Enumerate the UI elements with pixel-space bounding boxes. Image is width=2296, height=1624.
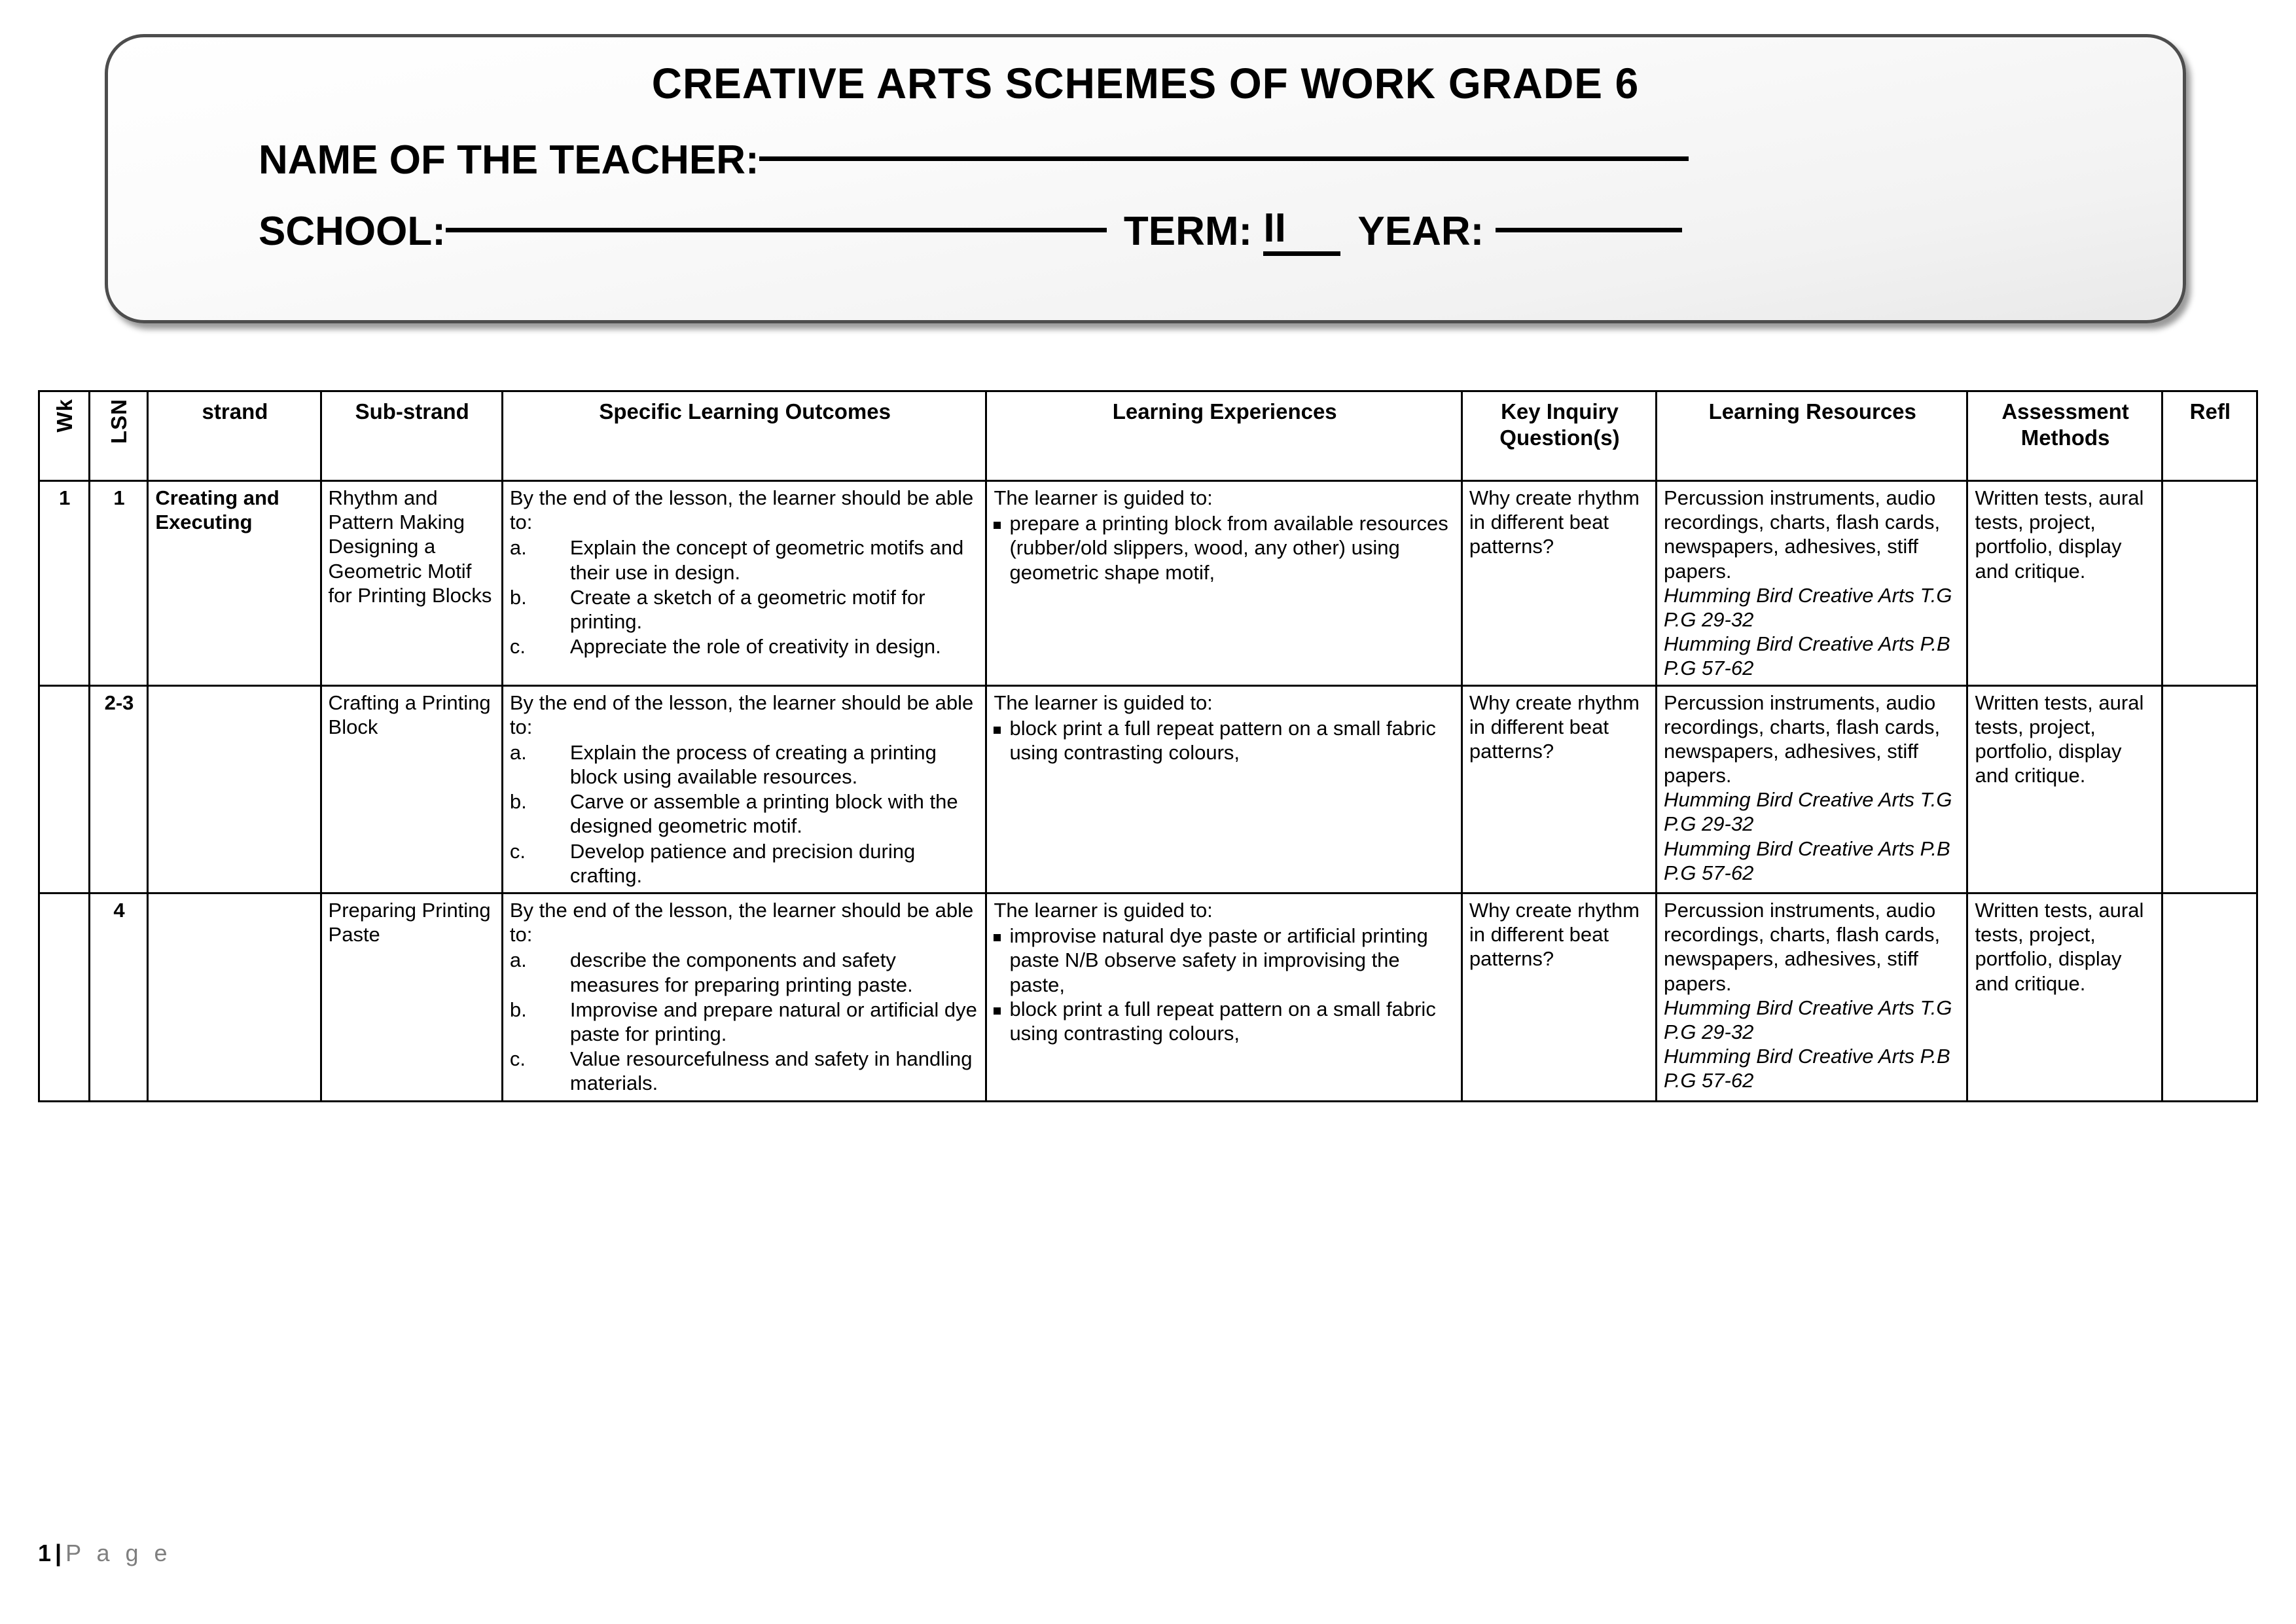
slo-item-text: Develop patience and precision during crafting. [569, 839, 916, 887]
schemes-of-work-table [38, 390, 2258, 1102]
teacher-name-label: NAME OF THE TEACHER: [259, 137, 759, 183]
term-label: TERM: [1123, 209, 1253, 254]
school-term-year-field-row [259, 205, 2183, 260]
page-footer [38, 1540, 172, 1567]
slo-item-text: Improvise and prepare natural or artificial dye paste for printing. [569, 998, 977, 1045]
slo-item-marker: c. [509, 839, 526, 863]
teacher-name-blank[interactable] [759, 156, 1689, 161]
le-list-item [994, 924, 1455, 997]
slo-item-marker: b. [509, 585, 527, 609]
cell-key-inquiry-question: Why create rhythm in different beat patterns? [1462, 481, 1656, 686]
cell-lesson: 4 [89, 893, 148, 1102]
learning-resources-reference: Humming Bird Creative Arts T.G P.G 29-32 [1664, 788, 1952, 836]
cell-week: 1 [39, 481, 90, 686]
cell-lesson: 2-3 [89, 685, 148, 893]
slo-list [510, 740, 980, 888]
column-header-specific-learning-outcomes: Specific Learning Outcomes [502, 391, 986, 481]
square-bullet-icon [994, 1007, 1001, 1015]
slo-lead-in: By the end of the lesson, the learner should be able to: [509, 899, 974, 947]
column-header-lesson: LSN [89, 391, 148, 481]
cell-sub-strand: Rhythm and Pattern Making Designing a Geometric Motif for Printing Blocks [321, 481, 502, 686]
slo-list [510, 535, 980, 659]
column-header-assessment-methods: Assessment Methods [1967, 391, 2162, 481]
le-lead-in: The learner is guided to: [994, 899, 1213, 922]
table-body [39, 481, 2257, 1102]
square-bullet-icon [994, 522, 1001, 529]
slo-list-item [510, 740, 980, 789]
school-blank[interactable] [446, 228, 1107, 232]
le-list [994, 511, 1455, 585]
cell-assessment-methods: Written tests, aural tests, project, portfolio, display and critique. [1967, 685, 2162, 893]
table-header-row [39, 391, 2257, 481]
column-header-week: Wk [39, 391, 90, 481]
column-header-learning-resources: Learning Resources [1657, 391, 1967, 481]
cell-reflection [2162, 481, 2257, 686]
slo-item-text: Explain the concept of geometric motifs and their use in design. [569, 536, 964, 584]
cell-learning-resources [1657, 893, 1967, 1102]
learning-resources-reference: Humming Bird Creative Arts T.G P.G 29-32 [1664, 583, 1952, 631]
year-label: YEAR: [1357, 209, 1484, 254]
le-list [994, 716, 1455, 765]
slo-list-item [510, 948, 980, 996]
cell-strand [148, 893, 321, 1102]
learning-resources-materials: Percussion instruments, audio recordings, charts, flash cards, newspapers, adhesives, stiff papers. [1664, 486, 1941, 583]
footer-separator: | [55, 1540, 62, 1566]
le-item-text: improvise natural dye paste or artificial printing paste N/B observe safety in improvising the paste, [1009, 924, 1428, 996]
cell-key-inquiry-question: Why create rhythm in different beat patterns? [1462, 685, 1656, 893]
table-row [39, 685, 2257, 893]
cell-learning-experiences [986, 685, 1462, 893]
cell-sub-strand: Crafting a Printing Block [321, 685, 502, 893]
learning-resources-reference: Humming Bird Creative Arts T.G P.G 29-32 [1664, 996, 1952, 1043]
year-blank[interactable] [1496, 228, 1682, 232]
slo-list [510, 948, 980, 1095]
le-item-text: block print a full repeat pattern on a small fabric using contrasting colours, [1009, 997, 1436, 1045]
slo-list-item [510, 839, 980, 888]
footer-page-word: P a g e [65, 1540, 172, 1566]
slo-item-text: Carve or assemble a printing block with the designed geometric motif. [569, 790, 958, 838]
learning-resources-reference: Humming Bird Creative Arts P.B P.G 57-62 [1664, 632, 1950, 680]
cell-lesson: 1 [89, 481, 148, 686]
slo-item-marker: c. [509, 635, 526, 659]
cell-learning-resources [1657, 685, 1967, 893]
cell-specific-learning-outcomes [502, 685, 986, 893]
slo-lead-in: By the end of the lesson, the learner should be able to: [509, 691, 974, 738]
slo-list-item [510, 1047, 980, 1095]
page-title: CREATIVE ARTS SCHEMES OF WORK GRADE 6 [651, 59, 1640, 107]
slo-item-marker: a. [509, 740, 527, 764]
slo-item-text: Create a sketch of a geometric motif for printing. [569, 585, 925, 633]
learning-resources-materials: Percussion instruments, audio recordings, charts, flash cards, newspapers, adhesives, stiff papers. [1664, 899, 1941, 995]
slo-list-item [510, 789, 980, 838]
table-row [39, 893, 2257, 1102]
le-lead-in: The learner is guided to: [994, 486, 1213, 509]
le-list-item [994, 511, 1455, 585]
slo-item-marker: c. [509, 1047, 526, 1071]
cell-sub-strand: Preparing Printing Paste [321, 893, 502, 1102]
slo-list-item [510, 634, 980, 659]
slo-item-marker: b. [509, 998, 527, 1021]
slo-item-text: Explain the process of creating a printing block using available resources. [569, 740, 937, 789]
le-lead-in: The learner is guided to: [994, 691, 1213, 714]
cell-specific-learning-outcomes [502, 481, 986, 686]
cell-learning-experiences [986, 893, 1462, 1102]
slo-list-item [510, 998, 980, 1046]
slo-item-text: Appreciate the role of creativity in design. [569, 635, 941, 659]
cell-strand [148, 685, 321, 893]
learning-resources-reference: Humming Bird Creative Arts P.B P.G 57-62 [1664, 837, 1950, 884]
column-header-learning-experiences: Learning Experiences [986, 391, 1462, 481]
term-value: II [1263, 205, 1286, 251]
le-list-item [994, 997, 1455, 1045]
cell-reflection [2162, 893, 2257, 1102]
le-list-item [994, 716, 1455, 765]
slo-item-marker: b. [509, 790, 527, 814]
le-item-text: prepare a printing block from available resources (rubber/old slippers, wood, any other) using geometric shape motif, [1009, 512, 1448, 584]
cell-week [39, 893, 90, 1102]
cell-key-inquiry-question: Why create rhythm in different beat patterns? [1462, 893, 1656, 1102]
column-header-sub-strand: Sub-strand [321, 391, 502, 481]
footer-page-number: 1 [38, 1540, 52, 1566]
learning-resources-materials: Percussion instruments, audio recordings, charts, flash cards, newspapers, adhesives, stiff papers. [1664, 691, 1941, 787]
slo-list-item [510, 535, 980, 584]
document-header-banner [105, 34, 2186, 323]
cell-strand: Creating and Executing [148, 481, 321, 686]
cell-assessment-methods: Written tests, aural tests, project, portfolio, display and critique. [1967, 481, 2162, 686]
column-header-reflection: Refl [2162, 391, 2257, 481]
cell-reflection [2162, 685, 2257, 893]
cell-assessment-methods: Written tests, aural tests, project, portfolio, display and critique. [1967, 893, 2162, 1102]
cell-specific-learning-outcomes [502, 893, 986, 1102]
term-blank[interactable] [1263, 205, 1340, 256]
square-bullet-icon [994, 727, 1001, 734]
slo-item-text: describe the components and safety measures for preparing printing paste. [569, 948, 913, 996]
slo-item-marker: a. [509, 948, 527, 972]
square-bullet-icon [994, 934, 1001, 941]
learning-resources-reference: Humming Bird Creative Arts P.B P.G 57-62 [1664, 1045, 1950, 1092]
school-label: SCHOOL: [259, 209, 446, 254]
cell-learning-resources [1657, 481, 1967, 686]
le-list [994, 924, 1455, 1045]
slo-item-text: Value resourcefulness and safety in handling materials. [569, 1047, 973, 1095]
column-header-key-inquiry-questions: Key Inquiry Question(s) [1462, 391, 1656, 481]
slo-list-item [510, 585, 980, 634]
teacher-name-field-row [259, 137, 2183, 183]
slo-item-marker: a. [509, 536, 527, 560]
cell-week [39, 685, 90, 893]
column-header-strand: strand [148, 391, 321, 481]
cell-learning-experiences [986, 481, 1462, 686]
le-item-text: block print a full repeat pattern on a small fabric using contrasting colours, [1009, 716, 1436, 764]
slo-lead-in: By the end of the lesson, the learner should be able to: [509, 486, 974, 534]
table-row [39, 481, 2257, 686]
